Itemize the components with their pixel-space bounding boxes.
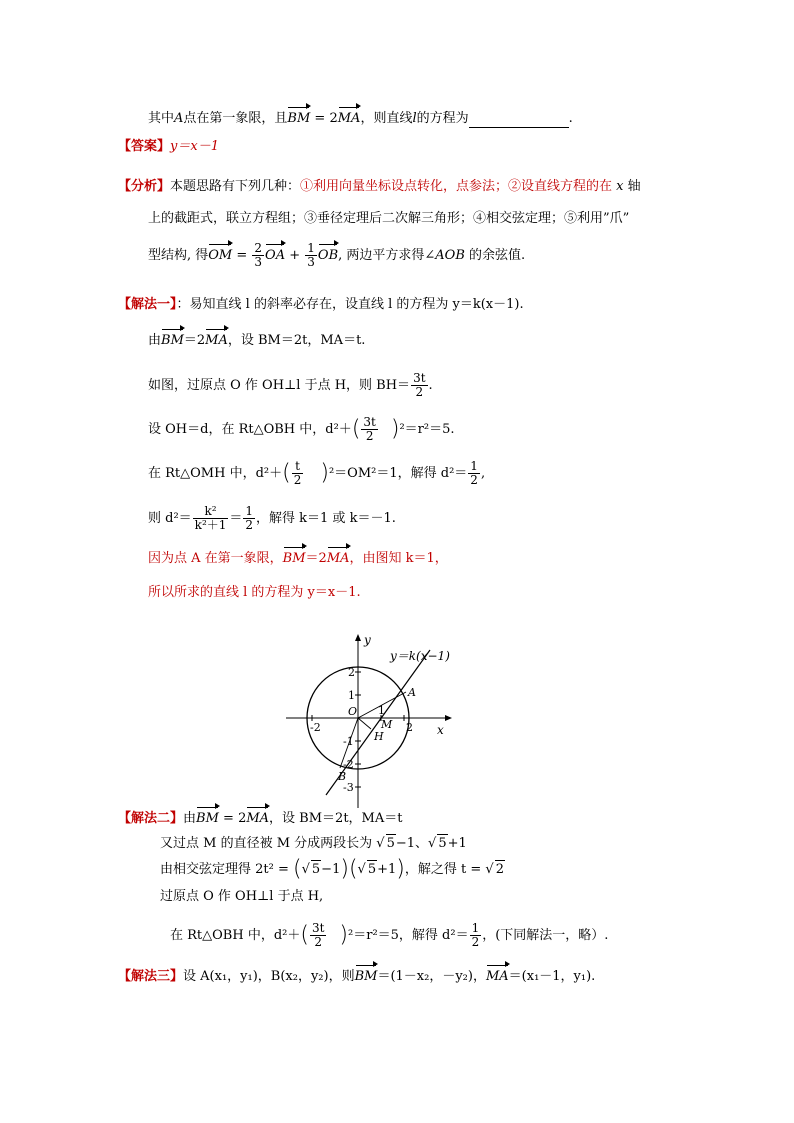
y-axis-label: y (364, 633, 371, 647)
sol3-text: 设 A(x₁，y₁)，B(x₂，y₂)，则 (183, 969, 355, 984)
tick-label: 2 (348, 666, 355, 679)
fraction (310, 922, 326, 949)
vector-ma: MA (205, 333, 228, 348)
line-label: y＝k(x−1) (390, 649, 450, 663)
analysis-text: + (285, 248, 305, 263)
intro-text: 点在第一象限，且 (183, 111, 288, 126)
vector-oa: OA (265, 248, 286, 263)
numerator: 1 (471, 921, 480, 935)
denominator: 2 (471, 935, 480, 949)
fraction (411, 372, 427, 399)
answer-line (118, 138, 219, 156)
analysis-text: 的余弦值. (464, 248, 526, 263)
tick-label: -2 (343, 758, 354, 771)
sol2-line-3: 由相交弦定理得 2t² = (√ 5−1)(√ 5+1)，解之得 t = √ 2 (160, 856, 504, 882)
sol2-text: ，(下同解法一，略）. (482, 928, 609, 943)
analysis-text: x (616, 179, 624, 194)
tick-label: -2 (310, 721, 321, 734)
vector-om: OM (208, 248, 233, 263)
sol1-line-3 (148, 372, 433, 399)
numerator: 2 (254, 241, 263, 255)
fraction (305, 242, 317, 269)
line-l: l (412, 111, 417, 126)
denominator: 2 (470, 473, 478, 487)
circle-line-figure (282, 630, 462, 810)
analysis-text: 型结构, 得 (148, 248, 209, 263)
sol2-text: = 2 (218, 811, 247, 826)
paren: ) (396, 856, 405, 882)
analysis-text: 上的截距式，联立方程组；③垂径定理后二次解三角形；④相交弦定理；⑤利用”爪” (148, 211, 630, 226)
fraction (193, 505, 229, 532)
answer-blank (469, 113, 569, 128)
x-axis-label: x (437, 723, 444, 737)
fraction (470, 922, 482, 949)
tick-label: 2 (406, 721, 413, 734)
sol1-text: ＝ (229, 511, 243, 526)
fraction (361, 416, 377, 443)
analysis-line-2 (148, 210, 629, 228)
numerator: 3t (363, 415, 376, 429)
numerator: 1 (245, 504, 254, 518)
angle-aob: AOB (435, 248, 465, 263)
intro-text: ，则直线 (360, 111, 413, 126)
paren: ( (293, 856, 302, 882)
label-b: B (338, 770, 347, 783)
answer-text: y＝x－1 (170, 139, 219, 154)
numerator: 1 (307, 241, 315, 255)
analysis-text: , 两边平方求得∠ (338, 248, 436, 263)
sol1-line-1 (118, 296, 524, 314)
sol2-text: 由 (183, 811, 197, 826)
sol2-line-1 (118, 810, 402, 828)
label-m: M (381, 718, 393, 731)
sol3-text: ＝(x₁－1，y₁). (508, 969, 596, 984)
sqrt-radicand: 5 (367, 862, 377, 877)
denominator: k²＋1 (194, 518, 227, 532)
tick-label: 1 (348, 689, 355, 702)
sol1-text: 在 Rt△OMH 中，d²＋ (148, 466, 283, 481)
sol1-text: 如图，过原点 O 作 OH⊥l 于点 H，则 BH＝ (148, 378, 411, 393)
sol1-text: 所以所求的直线 l 的方程为 y＝x－1. (148, 585, 361, 600)
sol2-tag: 【解法二】 (118, 811, 184, 826)
vector-ma: MA (246, 811, 270, 826)
sol1-text: ，解得 k＝1 或 k＝－1. (256, 511, 396, 526)
fraction (468, 460, 480, 487)
tick-label: -3 (343, 781, 354, 794)
sol2-text: 又过点 M 的直径被 M 分成两段长为 (160, 836, 377, 851)
analysis-line-3 (148, 242, 525, 269)
fraction (292, 460, 304, 487)
vector-ma: MA (485, 969, 509, 984)
analysis-text: 本题思路有下列几种： (170, 179, 301, 194)
analysis-line-1 (118, 178, 641, 196)
answer-tag: 【答案】 (118, 139, 171, 154)
label-o: O (348, 705, 358, 718)
sol1-text: ，设 BM＝2t，MA＝t. (227, 333, 366, 348)
sol1-text: ，由图知 k＝1， (349, 551, 448, 566)
vector-bm: BM (282, 551, 306, 566)
tick-label: -1 (343, 735, 354, 748)
analysis-tag: 【分析】 (118, 179, 171, 194)
label-a: A (408, 686, 416, 699)
sqrt-radicand: 5 (438, 836, 447, 851)
vector-ma: MA (326, 551, 350, 566)
numerator: 3t (311, 921, 325, 935)
point-a: A (174, 111, 184, 126)
sol3-tag: 【解法三】 (118, 969, 184, 984)
paren: ( (282, 460, 291, 486)
segment-oh (358, 718, 371, 729)
fraction (243, 505, 255, 532)
sol3-text: ＝(1－x₂，－y₂)， (377, 969, 486, 984)
sol1-tag: 【解法一】 (118, 297, 177, 312)
sol2-text: 在 Rt△OBH 中，d²＋ (170, 928, 301, 943)
denominator: 2 (314, 935, 322, 949)
sol1-line-8 (148, 584, 361, 602)
sol1-line-6 (148, 505, 396, 532)
sol2-text: 由相交弦定理得 2t² = (160, 862, 293, 877)
sol1-text: ＝2 (183, 333, 206, 348)
paren: ( (351, 416, 361, 442)
denominator: 2 (365, 429, 374, 443)
x-axis-arrow (445, 715, 452, 721)
vector-bm: BM (196, 811, 219, 826)
sol3-line-1 (118, 968, 595, 986)
sol1-line-7 (148, 550, 448, 568)
vector-bm: BM (287, 111, 311, 126)
fraction (252, 242, 264, 269)
vector-ob: OB (317, 248, 339, 263)
sol1-text: ：易知直线 l 的斜率必存在，设直线 l 的方程为 y＝k(x－1). (176, 297, 524, 312)
analysis-text: = (232, 248, 252, 263)
numerator: 3t (413, 371, 426, 385)
sol2-text: −1 (321, 862, 341, 877)
sol1-text: , (480, 466, 486, 481)
denominator: 2 (245, 518, 254, 532)
analysis-text: ①利用向量坐标设点转化，点参法；②设直线方程的在 (300, 179, 617, 194)
numerator: k² (193, 505, 229, 519)
sol1-line-5 (148, 460, 485, 487)
paren: ( (300, 922, 309, 948)
sol2-line-5 (170, 922, 608, 949)
paren: ) (320, 460, 329, 486)
sqrt-radicand: 5 (311, 862, 321, 877)
numerator: 1 (470, 459, 478, 473)
intro-text: . (568, 111, 573, 126)
intro-line (148, 110, 573, 128)
vector-bm: BM (161, 333, 184, 348)
sqrt-radicand: 5 (386, 836, 395, 851)
sol1-text: 则 d²＝ (148, 511, 192, 526)
sol1-text: ²＝r²＝5. (399, 422, 455, 437)
sol1-text: 因为点 A 在第一象限， (148, 551, 283, 566)
sqrt-radicand: 2 (495, 862, 504, 877)
sol2-text: ，设 BM＝2t，MA＝t (269, 811, 403, 826)
sol1-text: ＝2 (305, 551, 327, 566)
denominator: 3 (254, 255, 263, 269)
intro-text: 的方程为 (416, 111, 469, 126)
numerator: t (292, 460, 304, 474)
sol2-text: +1 (447, 836, 467, 851)
denominator: 2 (293, 473, 302, 487)
sol2-text: ，解之得 t = (404, 862, 486, 877)
analysis-text: 轴 (623, 179, 641, 194)
sol1-text: 由 (148, 333, 162, 348)
sol2-line-2: 又过点 M 的直径被 M 分成两段长为 √ 5−1、√ 5+1 (160, 836, 467, 851)
tick-label: 1 (378, 704, 385, 717)
sol2-text: 过原点 O 作 OH⊥l 于点 H, (160, 889, 324, 904)
paren: ) (340, 856, 349, 882)
denominator: 3 (307, 255, 315, 269)
sol2-text: ²＝r²＝5，解得 d²＝ (348, 928, 469, 943)
sol1-text: 设 OH＝d，在 Rt△OBH 中，d²＋ (148, 422, 352, 437)
sol1-text: ²＝OM²＝1，解得 d²＝ (328, 466, 468, 481)
y-axis-arrow (355, 634, 361, 641)
vector-ma: MA (337, 111, 361, 126)
paren: ) (339, 922, 349, 948)
sol1-text: . (428, 378, 433, 393)
intro-text: = 2 (310, 111, 338, 126)
sol1-line-2 (148, 332, 365, 350)
sol2-text: −1、 (395, 836, 429, 851)
vector-bm: BM (354, 969, 378, 984)
sol2-text: +1 (377, 862, 397, 877)
sol2-line-4 (160, 888, 323, 906)
paren: ( (348, 856, 358, 882)
label-h: H (374, 730, 384, 743)
denominator: 2 (415, 385, 424, 399)
intro-text: 其中 (148, 111, 175, 126)
sol1-line-4 (148, 416, 455, 443)
paren: ) (390, 416, 400, 442)
